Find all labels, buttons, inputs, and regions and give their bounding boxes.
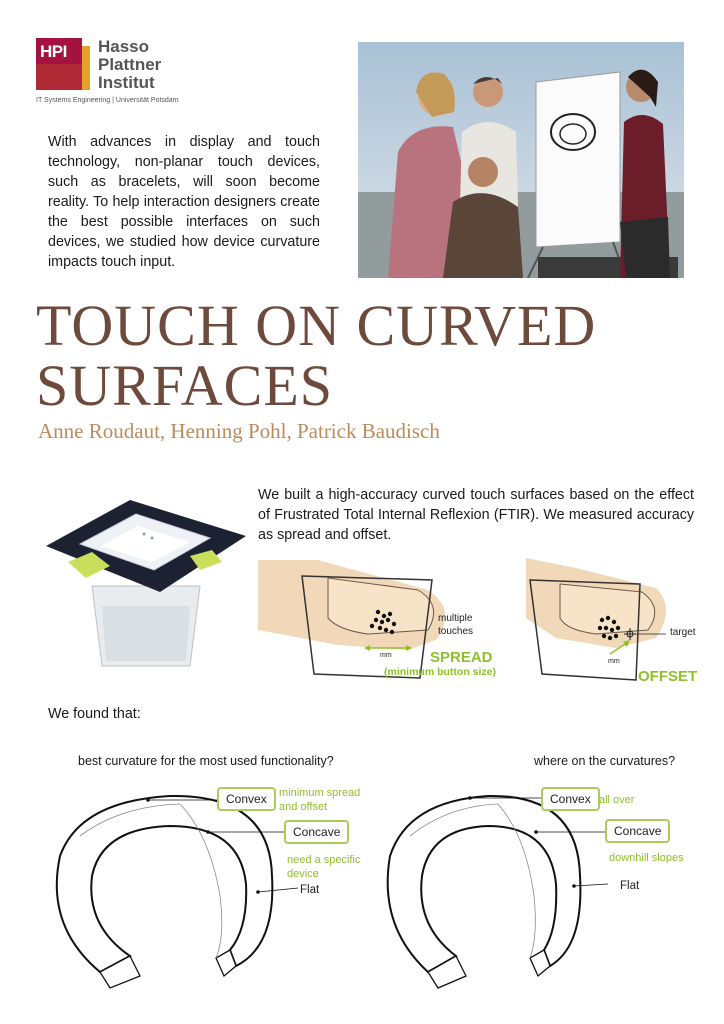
target-label: target xyxy=(670,627,696,638)
convex-label-2: Convex xyxy=(541,787,600,811)
logo-subtitle: IT Systems Engineering | Universität Potsdam xyxy=(36,97,179,104)
intro-paragraph: With advances in display and touch technology, non-planar touch devices, such as bracelets, will soon become reality. To help interaction designers create the best possible interfaces on such devices, we studied how device curvature impacts touch input. xyxy=(48,134,320,270)
concave-label-1: Concave xyxy=(284,820,349,844)
question-2: where on the curvatures? xyxy=(534,754,676,768)
logo-mark: HPI xyxy=(40,42,67,61)
offset-unit: mm xyxy=(608,658,620,665)
spread-unit: mm xyxy=(380,652,392,659)
flat-label-1: Flat xyxy=(300,884,320,896)
authors: Anne Roudaut, Henning Pohl, Patrick Baudisch xyxy=(38,419,440,443)
hpi-logo xyxy=(36,38,196,108)
concave-note-2: downhill slopes xyxy=(609,852,684,864)
logo-name xyxy=(98,38,161,92)
logo-name-line: Hasso xyxy=(98,37,150,56)
convex-label-1: Convex xyxy=(217,787,276,811)
logo-name-line: Institut xyxy=(98,73,155,92)
poster-title: TOUCH ON CURVED SURFACES xyxy=(36,293,597,418)
multiple-touches-label: multiple touches xyxy=(438,613,474,637)
concave-note-1: need a specific device xyxy=(287,854,361,880)
question-1: best curvature for the most used functionality? xyxy=(78,754,334,768)
ftir-device-image xyxy=(40,486,252,672)
flat-label-2: Flat xyxy=(620,880,640,892)
convex-note-2: all over xyxy=(599,794,635,806)
logo-name-line: Plattner xyxy=(98,55,162,74)
spread-caption: (minimum button size) xyxy=(384,666,496,678)
offset-figure xyxy=(496,558,700,692)
logo-lower-square xyxy=(36,64,82,90)
found-heading: We found that: xyxy=(48,706,141,722)
spread-title: SPREAD xyxy=(430,649,493,666)
convex-note-1: minimum spread and offset xyxy=(279,787,361,813)
team-photo xyxy=(358,42,684,278)
ftir-paragraph: We built a high-accuracy curved touch surfaces based on the effect of Frustrated Total Internal Reflexion (FTIR). We measured accuracy as spread and offset. xyxy=(258,487,694,543)
spread-figure xyxy=(258,550,498,692)
concave-label-2: Concave xyxy=(605,819,670,843)
offset-title: OFFSET xyxy=(638,668,698,685)
